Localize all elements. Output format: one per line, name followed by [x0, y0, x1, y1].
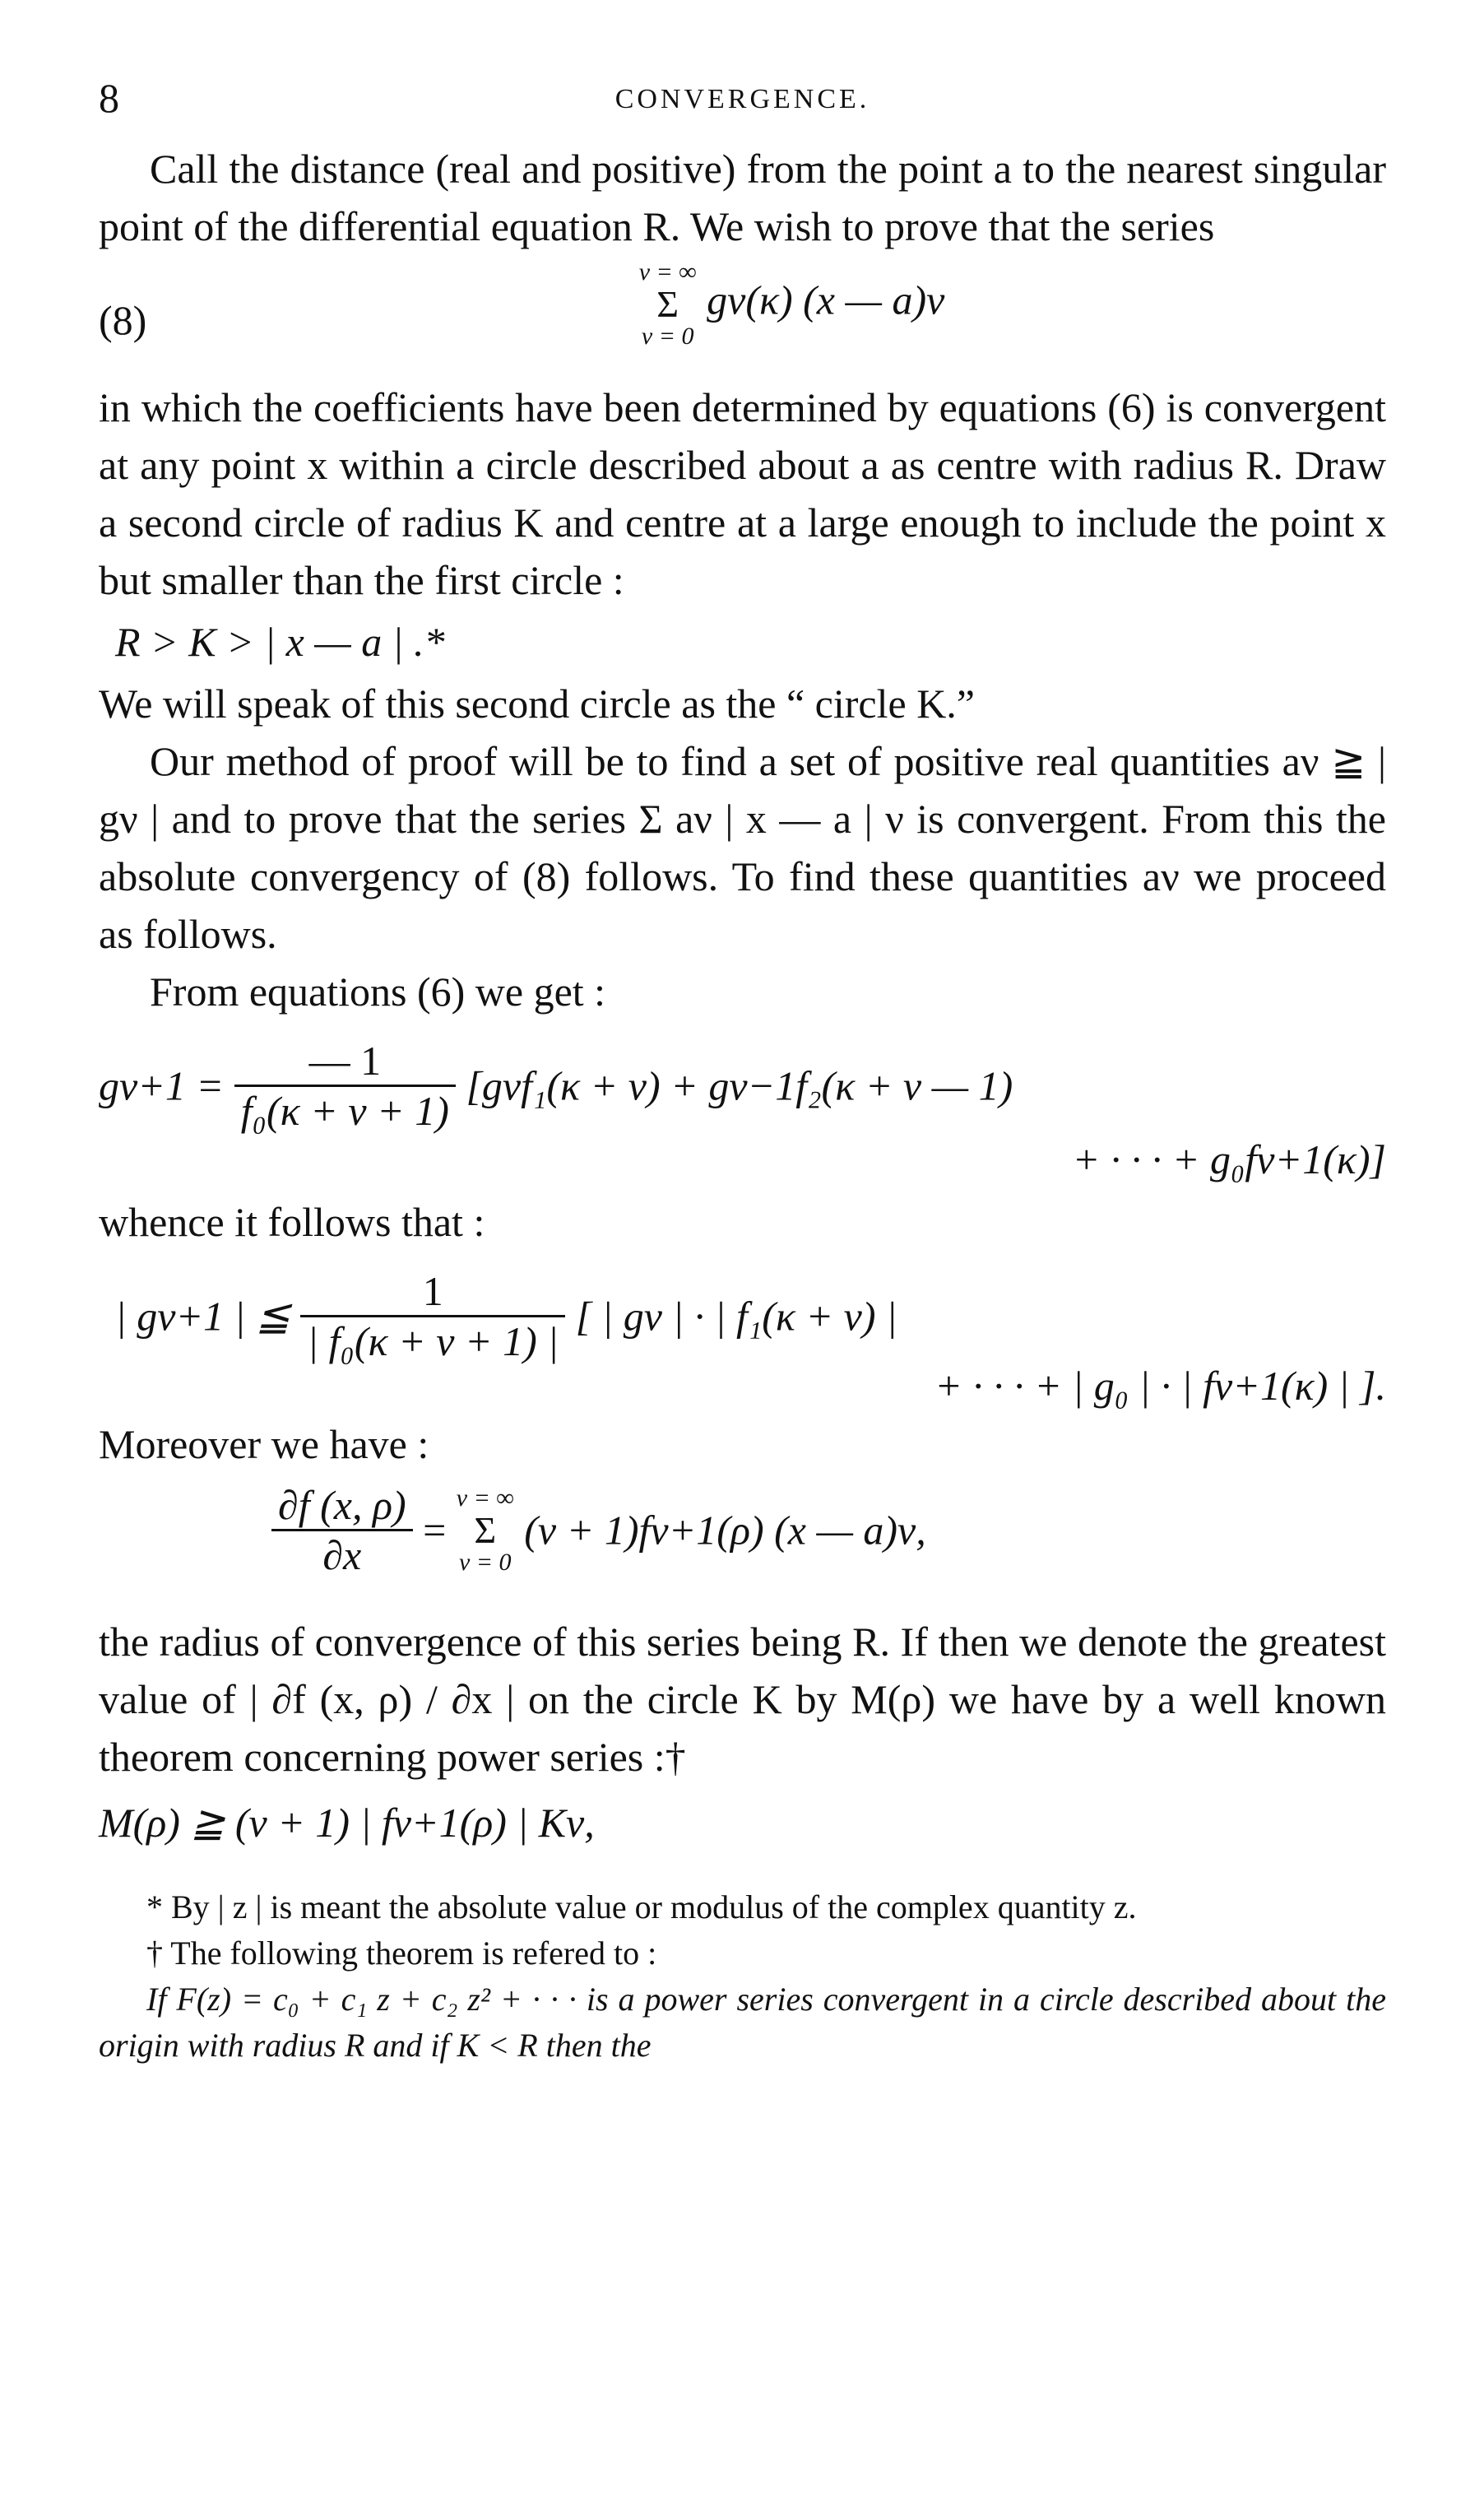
derivative-series-term: (ν + 1)fν+1(ρ) (x — a)ν, [524, 1507, 926, 1554]
inequality-bound [99, 1251, 1386, 1415]
footnote-1: * By | z | is meant the absolute value or modulus of the complex quantity z. [146, 1888, 1137, 1925]
page-number: 8 [99, 75, 119, 121]
bound-rhs-line-2: + · · · + | g₀ | · | fν+1(κ) | ]. [934, 1363, 1386, 1409]
paragraph-7: Moreover we have : [99, 1421, 429, 1467]
recursion-rhs-line-1: [gνf₁(κ + ν) + gν−1f₂(κ + ν — 1) [466, 1062, 1013, 1109]
sum-operator [639, 258, 697, 351]
equation-tag: (8) [99, 297, 147, 343]
equation-recursion [99, 1020, 1386, 1193]
paragraph-6: whence it follows that : [99, 1199, 485, 1245]
recursion-rhs-line-2: + · · · + g₀fν+1(κ)] [1072, 1136, 1386, 1182]
sum-upper-limit: ν = ∞ [638, 258, 697, 286]
footnote-2: † The following theorem is refered to : [146, 1935, 657, 1972]
sigma-symbol: Σ [656, 283, 679, 325]
page [99, 74, 1386, 2069]
sum-lower-limit: ν = 0 [641, 323, 694, 350]
paragraph-2: in which the coefficients have been determined by equations (6) is convergent at any point x within a circle described about a as centre with radius R. Draw a second circle of radius K and centre at a large enough to include the point x but smaller than the first circle : [99, 384, 1386, 603]
paragraph-5: From equations (6) we get : [150, 968, 606, 1015]
inequality-radius: R > K > | x — a | .* [115, 619, 445, 665]
running-title: CONVERGENCE. [614, 84, 870, 114]
running-header [99, 74, 1386, 140]
equation-derivative: $\frac{\partial f (x, \rho)}{\partial x}$ = ν = ∞ Σ ν = 0 (ν + 1)fν+1(ρ) (x — a)ν, [99, 1473, 1386, 1613]
paragraph-8: the radius of convergence of this series being R. If then we denote the greatest value of | ∂f (x, ρ) / ∂x | on the circle K by M(ρ) we have by a well known theorem concerning power series :† [99, 1619, 1386, 1780]
recursion-lhs: gν+1 = [99, 1062, 225, 1109]
bound-fraction: $\frac{1}{\text{| f₀(κ + ν + 1) |}}$ [300, 1267, 565, 1365]
footnote-3: If F(z) = c₀ + c₁ z + c₂ z² + · · · is a power series convergent in a circle described about the origin with radius R and if K < R then the [99, 1981, 1386, 2064]
recursion-fraction: $\frac{— 1}{\text{f₀(κ + ν + 1)}}$ [234, 1037, 456, 1135]
paragraph-4: Our method of proof will be to find a set of positive real quantities aν ≧ | gν | and to prove that the series Σ aν | x — a | ν is convergent. From this the absolute convergency of (8) follows. To find these quantities aν we proceed as follows. [99, 738, 1386, 957]
bound-lhs: | gν+1 | ≦ [115, 1293, 290, 1340]
equation-8 [99, 255, 1386, 379]
series-term: gν(κ) (x — a)ν [707, 276, 945, 323]
sum-operator: ν = ∞ Σ ν = 0 [456, 1484, 514, 1576]
derivative-fraction: $\frac{\partial f (x, \rho)}{\partial x}$ [271, 1481, 413, 1579]
paragraph-1: Call the distance (real and positive) from the point a to the nearest singular point of the differential equation R. We wish to prove that the series [99, 146, 1386, 249]
paragraph-3: We will speak of this second circle as the “ circle K.” [99, 680, 975, 727]
sigma-symbol: Σ [474, 1508, 497, 1551]
bound-rhs-line-1: [ | gν | · | f₁(κ + ν) | [575, 1293, 897, 1340]
inequality-cauchy: M(ρ) ≧ (ν + 1) | fν+1(ρ) | Kν, [99, 1800, 595, 1846]
